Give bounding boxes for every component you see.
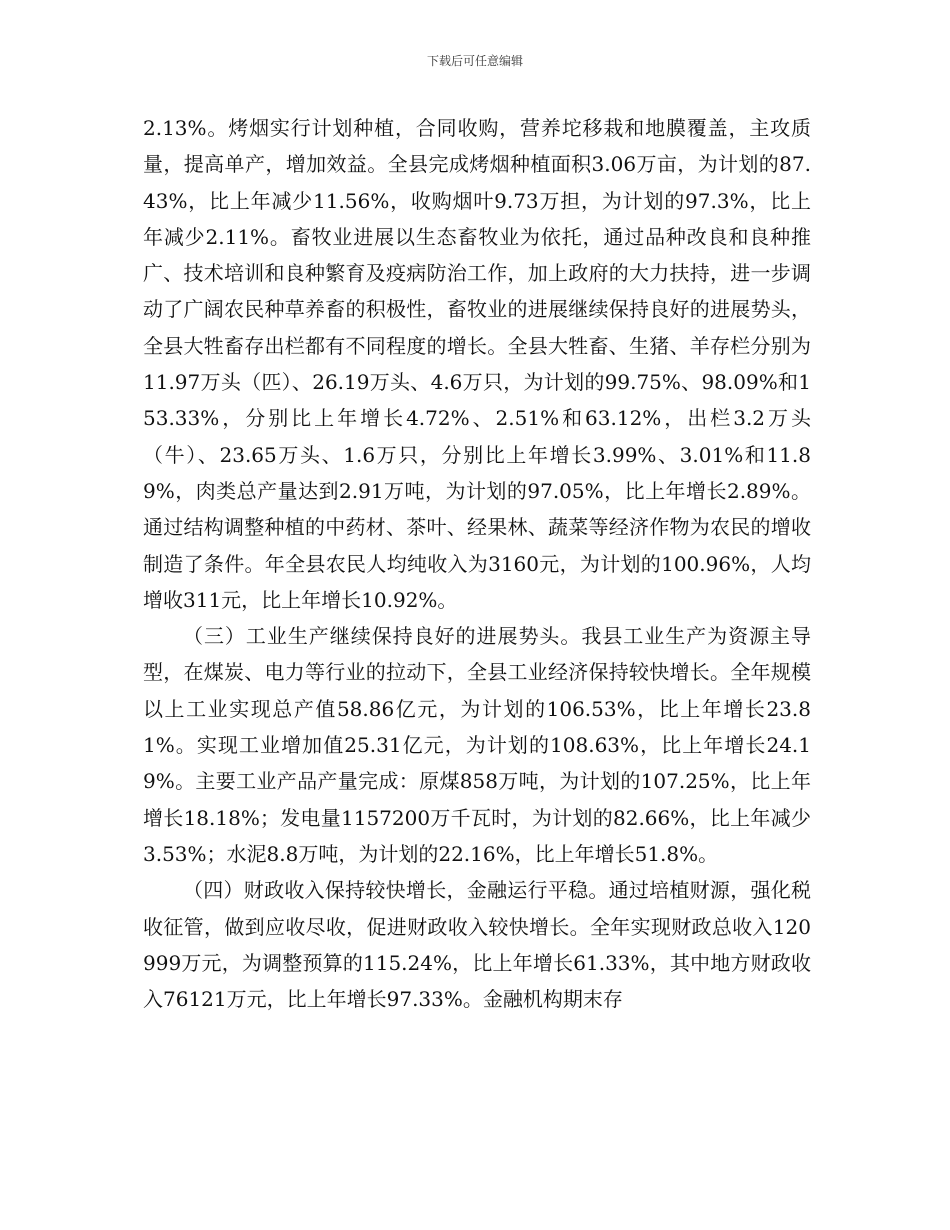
page-header-note: 下载后可任意编辑 xyxy=(426,54,523,68)
paragraph-industry: （三）工业生产继续保持良好的进展势头。我县工业生产为资源主导型，在煤炭、电力等行业的拉动下，全县工业经济保持较快增长。全年规模以上工业实现总产值58.86亿元，为计划的106.53%，比上年增长23.81%。实现工业增加值25.31亿元，为计划的108.63%，比上年增长24.19%。主要工业产品产量完成：原煤858万吨，为计划的107.25%，比上年增长18.18%；发电量1157200万千瓦时，为计划的82.66%，比上年减少3.53%；水泥8.8万吨，为计划的22.16%，比上年增长51.8%。 xyxy=(143,624,811,866)
document-body xyxy=(143,110,811,1017)
paragraph-agriculture-livestock: 2.13%。烤烟实行计划种植，合同收购，营养坨移栽和地膜覆盖，主攻质量，提高单产，增加效益。全县完成烤烟种植面积3.06万亩，为计划的87.43%，比上年减少11.56%，收购烟叶9.73万担，为计划的97.3%，比上年减少2.11%。畜牧业进展以生态畜牧业为依托，通过品种改良和良种推广、技术培训和良种繁育及疫病防治工作，加上政府的大力扶持，进一步调动了广阔农民种草养畜的积极性，畜牧业的进展继续保持良好的进展势头，全县大牲畜存出栏都有不同程度的增长。全县大牲畜、生猪、羊存栏分别为11.97万头（匹）、26.19万头、4.6万只，为计划的99.75%、98.09%和153.33%，分别比上年增长4.72%、2.51%和63.12%，出栏3.2万头（牛）、23.65万头、1.6万只，分别比上年增长3.99%、3.01%和11.89%，肉类总产量达到2.91万吨，为计划的97.05%，比上年增长2.89%。通过结构调整种植的中药材、茶叶、经果林、蔬菜等经济作物为农民的增收制造了条件。年全县农民人均纯收入为3160元，为计划的100.96%，人均增收311元，比上年增长10.92%。 xyxy=(143,116,811,612)
paragraph-finance: （四）财政收入保持较快增长，金融运行平稳。通过培植财源，强化税收征管，做到应收尽收，促进财政收入较快增长。全年实现财政总收入120999万元，为调整预算的115.24%，比上年增长61.33%，其中地方财政收入76121万元，比上年增长97.33%。金融机构期末存 xyxy=(143,878,811,1012)
